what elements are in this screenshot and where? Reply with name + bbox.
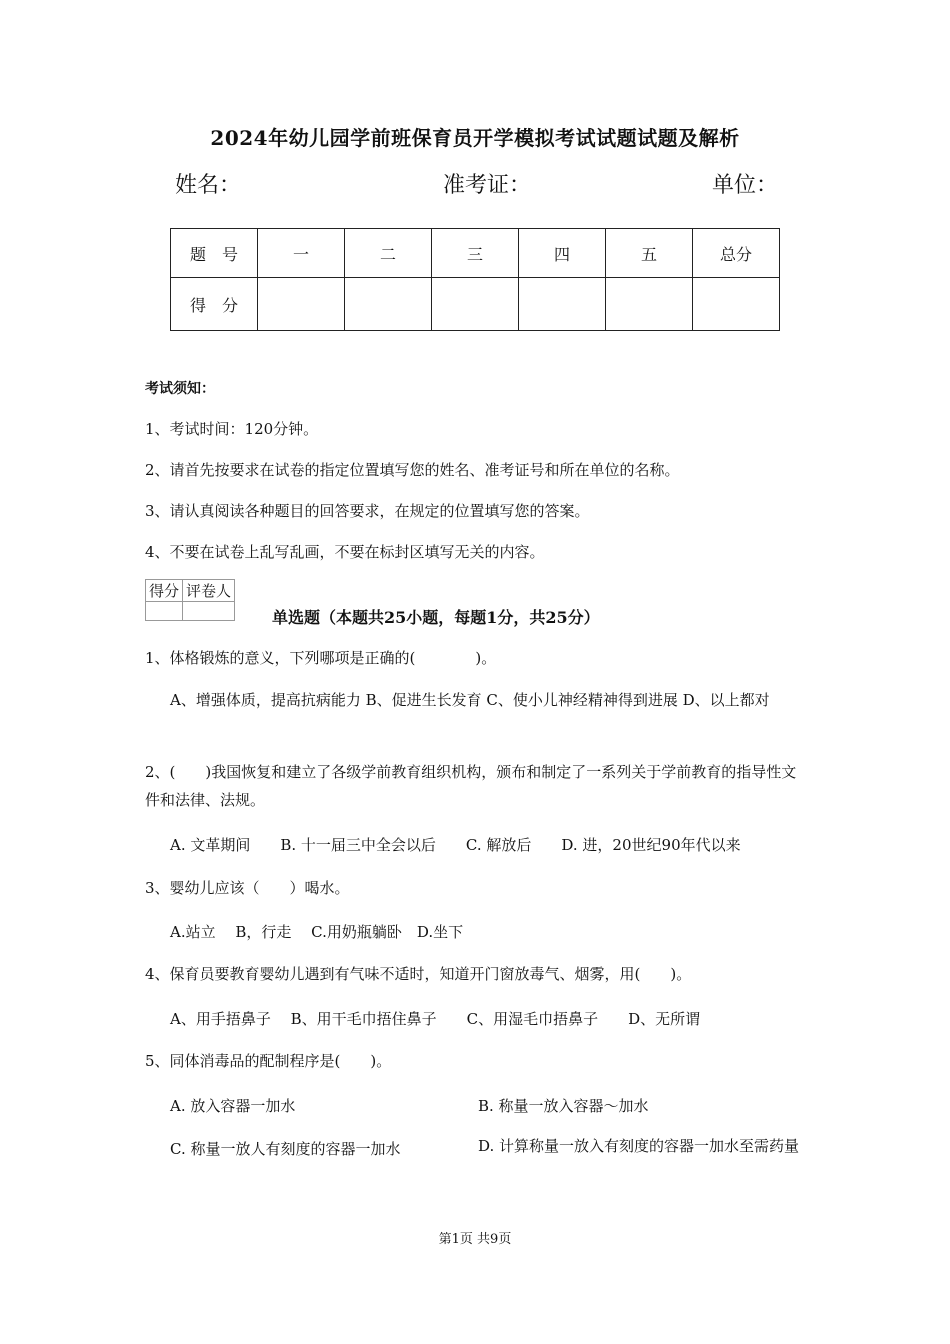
question-3-options: A.站立 B，行走 C.用奶瓶躺卧 D.坐下 [170, 923, 464, 941]
score-table-header-cell: 五 [606, 229, 693, 278]
question-5-option-c: C. 称量一放人有刻度的容器一加水 [170, 1140, 401, 1158]
question-5-option-b: B. 称量一放入容器～加水 [478, 1097, 649, 1115]
score-table-header-cell: 总分 [693, 229, 780, 278]
page-title: 2024年幼儿园学前班保育员开学模拟考试试题试题及解析 [210, 126, 740, 150]
question-2-stem: 2、( )我国恢复和建立了各级学前教育组织机构，颁布和制定了一系列关于学前教育的指导性文件和法律、法规。 [145, 763, 797, 809]
score-table-header-row [171, 229, 780, 278]
score-table-header-cell: 题 号 [171, 229, 258, 278]
score-cell[interactable] [693, 278, 780, 331]
notice-item: 3、请认真阅读各种题目的回答要求，在规定的位置填写您的答案。 [145, 502, 590, 520]
score-cell[interactable] [432, 278, 519, 331]
score-cell[interactable] [519, 278, 606, 331]
notice-heading: 考试须知： [145, 381, 215, 397]
notice-item: 4、不要在试卷上乱写乱画，不要在标封区填写无关的内容。 [145, 543, 545, 561]
score-table-header-cell: 二 [345, 229, 432, 278]
grader-box-grader-label: 评卷人 [183, 580, 235, 602]
question-5-option-d: D. 计算称量一放入有刻度的容器一加水至需药量 [478, 1137, 800, 1155]
unit-field-label: 单位： [712, 173, 779, 198]
section-title: 单选题（本题共25小题，每题1分，共25分） [272, 608, 600, 627]
question-1-stem: 1、体格锻炼的意义，下列哪项是正确的( )。 [145, 649, 497, 667]
score-row-label: 得 分 [171, 278, 258, 331]
page-footer: 第1页 共9页 [438, 1232, 512, 1247]
grader-box-score-cell[interactable] [146, 602, 183, 621]
question-3-stem: 3、婴幼儿应该（ ）喝水。 [145, 879, 350, 897]
score-table-score-row [171, 278, 780, 331]
question-4-stem: 4、保育员要教育婴幼儿遇到有气味不适时，知道开门窗放毒气、烟雾，用( )。 [145, 965, 692, 983]
question-1-options: A、增强体质，提高抗病能力 B、促进生长发育 C、使小儿神经精神得到进展 D、以上都对 [170, 691, 770, 709]
question-5-option-a: A. 放入容器一加水 [170, 1097, 296, 1115]
grader-box [145, 579, 235, 621]
score-table [170, 228, 780, 331]
question-5-stem: 5、同体消毒品的配制程序是( )。 [145, 1052, 392, 1070]
name-field-label: 姓名： [175, 173, 242, 198]
grader-box-grader-cell[interactable] [183, 602, 235, 621]
question-2-options: A. 文革期间 B. 十一届三中全会以后 C. 解放后 D. 进，20世纪90年代以来 [170, 836, 741, 854]
notice-item: 1、考试时间：120分钟。 [145, 420, 319, 438]
score-cell[interactable] [345, 278, 432, 331]
question-4-options: A、用手捂鼻子 B、用干毛巾捂住鼻子 C、用湿毛巾捂鼻子 D、无所谓 [170, 1010, 701, 1028]
score-table-header-cell: 四 [519, 229, 606, 278]
score-cell[interactable] [258, 278, 345, 331]
score-cell[interactable] [606, 278, 693, 331]
notice-item: 2、请首先按要求在试卷的指定位置填写您的姓名、准考证号和所在单位的名称。 [145, 461, 680, 479]
exam-no-field-label: 准考证： [443, 173, 532, 198]
grader-box-score-label: 得分 [146, 580, 183, 602]
score-table-header-cell: 一 [258, 229, 345, 278]
score-table-header-cell: 三 [432, 229, 519, 278]
